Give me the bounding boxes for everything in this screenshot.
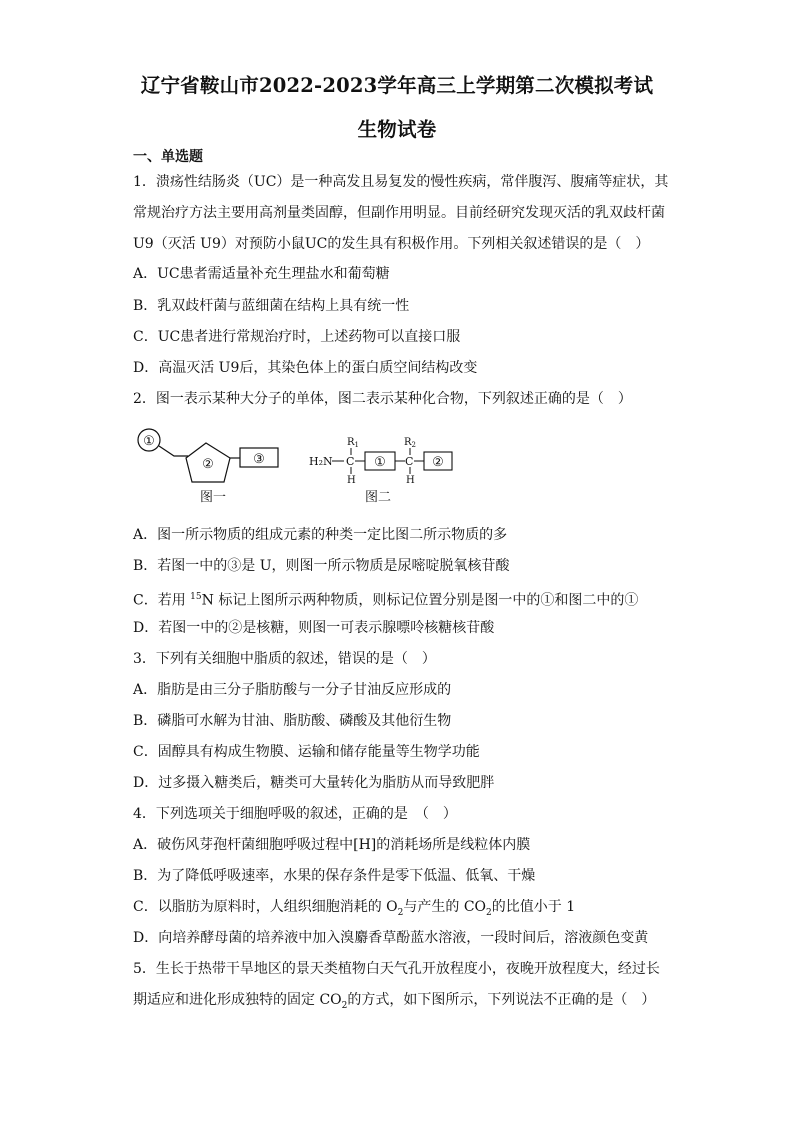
fig1-label-3: ③: [253, 452, 265, 467]
q3-option-b: B．磷脂可水解为甘油、脂肪酸、磷酸及其他衍生物: [133, 713, 452, 729]
alpha-carbon-1: C: [346, 455, 355, 468]
fig2-label-1: ①: [374, 455, 386, 470]
q1-stem-line2: 常规治疗方法主要用高剂量类固醇，但副作用明显。目前经研究发现灭活的乳双歧杆菌: [133, 205, 665, 221]
q1-stem-line1: 1．溃疡性结肠炎（UC）是一种高发且易复发的慢性疾病，常伴腹泻、腹痛等症状，其: [133, 174, 669, 190]
q5-stem-line2: 期适应和进化形成独特的固定 $CO_2$的方式，如下图所示，下列说法不正确的是（ ）: [133, 992, 656, 1011]
q4-option-d: D．向培养酵母菌的培养液中加入溴麝香草酚蓝水溶液，一段时间后，溶液颜色变黄: [133, 930, 649, 946]
q1-option-d: D．高温灭活 U9后，其染色体上的蛋白质空间结构改变: [133, 360, 478, 376]
fig1-label-2: ②: [202, 457, 214, 472]
figure1-caption: 图一: [199, 490, 227, 505]
phosphate-bond: [159, 446, 188, 456]
r1-label: $R_1$: [347, 437, 359, 449]
q3-option-a: A．脂肪是由三分子脂肪酸与一分子甘油反应形成的: [133, 682, 452, 698]
q5-stem-line1: 5．生长于热带干旱地区的景天类植物白天气孔开放程度小，夜晚开放程度大，经过长: [133, 961, 660, 977]
q4-option-a: A．破伤风芽孢杆菌细胞呼吸过程中[H]的消耗场所是线粒体内膜: [133, 837, 531, 853]
q2-figures: [128, 418, 468, 510]
q4-stem: 4．下列选项关于细胞呼吸的叙述，正确的是 （ ）: [133, 806, 457, 822]
figure2-compound: [309, 437, 452, 505]
q2-option-a: A．图一所示物质的组成元素的种类一定比图二所示物质的多: [133, 527, 508, 543]
fig2-label-2: ②: [432, 455, 444, 470]
q1-stem-line3: U9（灭活 U9）对预防小鼠UC的发生具有积极作用。下列相关叙述错误的是（ ）: [133, 236, 650, 252]
q1-option-b: B．乳双歧杆菌与蓝细菌在结构上具有统一性: [133, 298, 410, 314]
q1-option-c: C．UC患者进行常规治疗时，上述药物可以直接口服: [133, 329, 461, 345]
q4-option-b: B．为了降低呼吸速率，水果的保存条件是零下低温、低氧、干燥: [133, 868, 536, 884]
r2-label: $R_2$: [404, 437, 416, 449]
q3-stem: 3．下列有关细胞中脂质的叙述，错误的是（ ）: [133, 651, 436, 667]
amino-group: H₂N: [309, 455, 333, 468]
figure2-caption: 图二: [364, 490, 392, 505]
h2-label: H: [406, 475, 415, 486]
q2-stem: 2．图一表示某种大分子的单体，图二表示某种化合物，下列叙述正确的是（ ）: [133, 391, 632, 407]
q4-option-c: C．以脂肪为原料时，人组织细胞消耗的 $O_2$与产生的 $CO_2$的比值小于 1: [133, 899, 576, 918]
q2-option-d: D．若图一中的②是核糖，则图一可表示腺嘌呤核糖核苷酸: [133, 620, 495, 636]
h1-label: H: [347, 475, 356, 486]
document-subtitle: 生物试卷: [357, 118, 437, 141]
alpha-carbon-2: C: [405, 455, 414, 468]
document-title: 辽宁省鞍山市2022-2023学年高三上学期第二次模拟考试: [140, 74, 654, 97]
q1-option-a: A．UC患者需适量补充生理盐水和葡萄糖: [133, 266, 390, 282]
q2-option-b: B．若图一中的③是 U，则图一所示物质是尿嘧啶脱氧核苷酸: [133, 558, 510, 574]
q3-option-c: C．固醇具有构成生物膜、运输和储存能量等生物学功能: [133, 744, 480, 760]
q2-option-c: C．若用 $^{15}$N 标记上图所示两种物质，则标记位置分别是图一中的①和图二中的①: [133, 592, 639, 609]
fig1-label-1: ①: [143, 434, 155, 449]
section-heading: 一、单选题: [133, 149, 203, 165]
figure1-nucleotide: [138, 429, 278, 505]
q3-option-d: D．过多摄入糖类后，糖类可大量转化为脂肪从而导致肥胖: [133, 775, 495, 791]
